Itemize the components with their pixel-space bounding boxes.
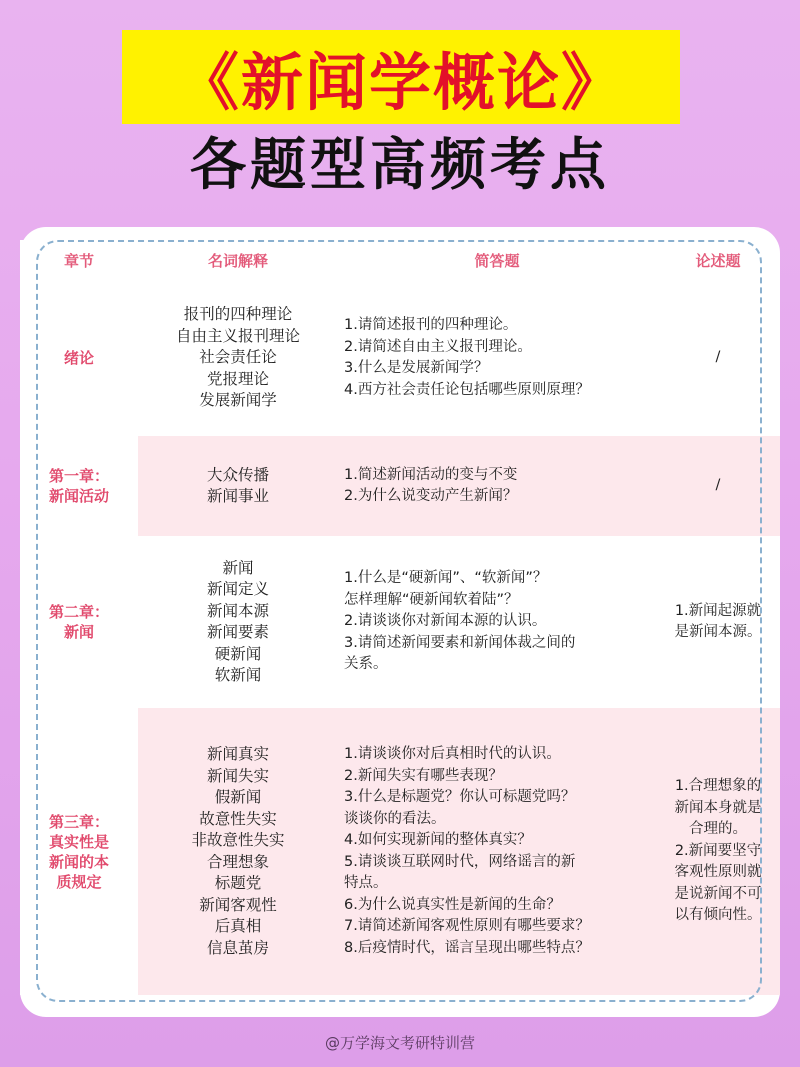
chapter-cell [20, 536, 138, 708]
short-question-line: 谈谈你的看法。 [344, 810, 446, 827]
term-item: 党报理论 [206, 369, 269, 388]
short-question-line: 1.什么是“硬新闻”、“软新闻”？ [344, 570, 548, 587]
term-item: 新闻 [222, 558, 254, 577]
short-question-line: 2.请简述自由主义报刊理论。 [344, 338, 532, 355]
header-essay: 论述题 [695, 251, 741, 270]
table-row [20, 436, 780, 536]
term-item: 硬新闻 [214, 644, 262, 663]
short-answer-cell [338, 708, 656, 995]
short-question-line: 3.请简述新闻要素和新闻体裁之间的 [344, 634, 576, 651]
header-terms: 名词解释 [207, 251, 268, 270]
short-question-line: 2.为什么说变动产生新闻？ [344, 488, 518, 504]
chapter-label-line: 质规定 [56, 872, 102, 891]
term-item: 后真相 [214, 917, 262, 935]
terms-cell [138, 708, 338, 995]
essay-line: / [715, 349, 721, 366]
term-item: 信息茧房 [206, 938, 269, 957]
chapter-label-line: 新闻活动 [48, 487, 109, 505]
term-item: 假新闻 [214, 788, 262, 806]
essay-line: 是新闻本源。 [674, 624, 762, 640]
short-question-line: 4.如何实现新闻的整体真实？ [344, 832, 532, 848]
short-question-line: 关系。 [344, 656, 388, 673]
essay-line: 以有倾向性。 [674, 907, 762, 924]
footer-credit: @万学海文考研特训营 [324, 1034, 475, 1052]
essay-line: / [715, 477, 721, 494]
short-question-line: 3.什么是标题党？你认可标题党吗？ [344, 789, 576, 805]
essay-cell [656, 436, 780, 536]
terms-cell [138, 436, 338, 536]
essay-cell [656, 280, 780, 436]
chapter-cell [20, 708, 138, 995]
essay-line: 新闻本身就是 [674, 799, 762, 816]
table-header [20, 240, 780, 280]
chapter-label-line: 第三章： [48, 812, 109, 831]
chapter-label-line: 新闻 [63, 623, 94, 641]
term-item: 自由主义报刊理论 [175, 326, 300, 345]
chapter-label-line: 第一章： [48, 467, 109, 485]
essay-cell [656, 536, 780, 708]
chapter-label-line: 绪论 [63, 349, 94, 367]
page-subtitle: 各题型高频考点 [190, 133, 610, 198]
terms-cell [138, 536, 338, 708]
chapter-label-line: 第二章： [48, 603, 109, 621]
term-item: 新闻事业 [206, 487, 269, 505]
short-question-line: 1.请谈谈你对后真相时代的认识。 [344, 746, 561, 762]
chapter-cell [20, 280, 138, 436]
short-question-line: 8.后疫情时代，谣言呈现出哪些特点？ [344, 939, 590, 956]
term-item: 故意性失实 [199, 809, 277, 828]
short-answer-cell [338, 436, 656, 536]
term-item: 新闻真实 [206, 745, 269, 763]
table-row [20, 280, 780, 436]
short-question-line: 1.请简述报刊的四种理论。 [344, 317, 518, 333]
essay-line: 客观性原则就 [674, 864, 762, 881]
term-item: 社会责任论 [199, 348, 277, 367]
essay-line: 1.合理想象的 [674, 778, 762, 795]
essay-line: 合理的。 [689, 821, 747, 838]
title-banner [122, 30, 680, 124]
header-chapter: 章节 [20, 240, 138, 280]
table-row [20, 536, 780, 708]
short-question-line: 特点。 [344, 875, 388, 891]
short-answer-cell [338, 536, 656, 708]
short-question-line: 6.为什么说真实性是新闻的生命？ [344, 896, 561, 913]
table-row [20, 708, 780, 995]
chapter-cell [20, 436, 138, 536]
term-item: 非故意性失实 [191, 831, 285, 849]
essay-line: 2.新闻要坚守 [674, 842, 762, 859]
header-short-answer: 简答题 [474, 251, 520, 270]
short-question-line: 2.请谈谈你对新闻本源的认识。 [344, 613, 547, 630]
essay-line: 1.新闻起源就 [674, 602, 762, 619]
term-item: 新闻客观性 [199, 895, 277, 914]
term-item: 合理想象 [206, 852, 269, 871]
short-question-line: 3.什么是发展新闻学？ [344, 360, 489, 376]
term-item: 大众传播 [206, 465, 269, 484]
term-item: 新闻失实 [206, 766, 269, 785]
short-question-line: 1.简述新闻活动的变与不变 [344, 466, 518, 483]
chapter-label-line: 真实性是 [48, 832, 109, 851]
term-item: 新闻要素 [206, 623, 269, 641]
essay-line: 是说新闻不可 [674, 885, 762, 902]
term-item: 发展新闻学 [199, 391, 277, 410]
short-question-line: 2.新闻失实有哪些表现？ [344, 767, 503, 784]
term-item: 报刊的四种理论 [183, 305, 293, 324]
term-item: 标题党 [214, 874, 262, 892]
short-question-line: 7.请简述新闻客观性原则有哪些要求？ [344, 918, 590, 934]
term-item: 新闻定义 [206, 580, 269, 598]
essay-cell [656, 708, 780, 995]
short-question-line: 4.西方社会责任论包括哪些原则原理？ [344, 381, 590, 398]
terms-cell [138, 280, 338, 436]
short-question-line: 怎样理解“硬新闻软着陆”？ [344, 591, 519, 608]
short-question-line: 5.请谈谈互联网时代，网络谣言的新 [344, 853, 576, 870]
chapter-label-line: 新闻的本 [48, 852, 109, 871]
page-title: 《新闻学概论》 [176, 45, 625, 119]
term-item: 新闻本源 [206, 601, 269, 620]
short-answer-cell [338, 280, 656, 436]
term-item: 软新闻 [214, 666, 262, 684]
